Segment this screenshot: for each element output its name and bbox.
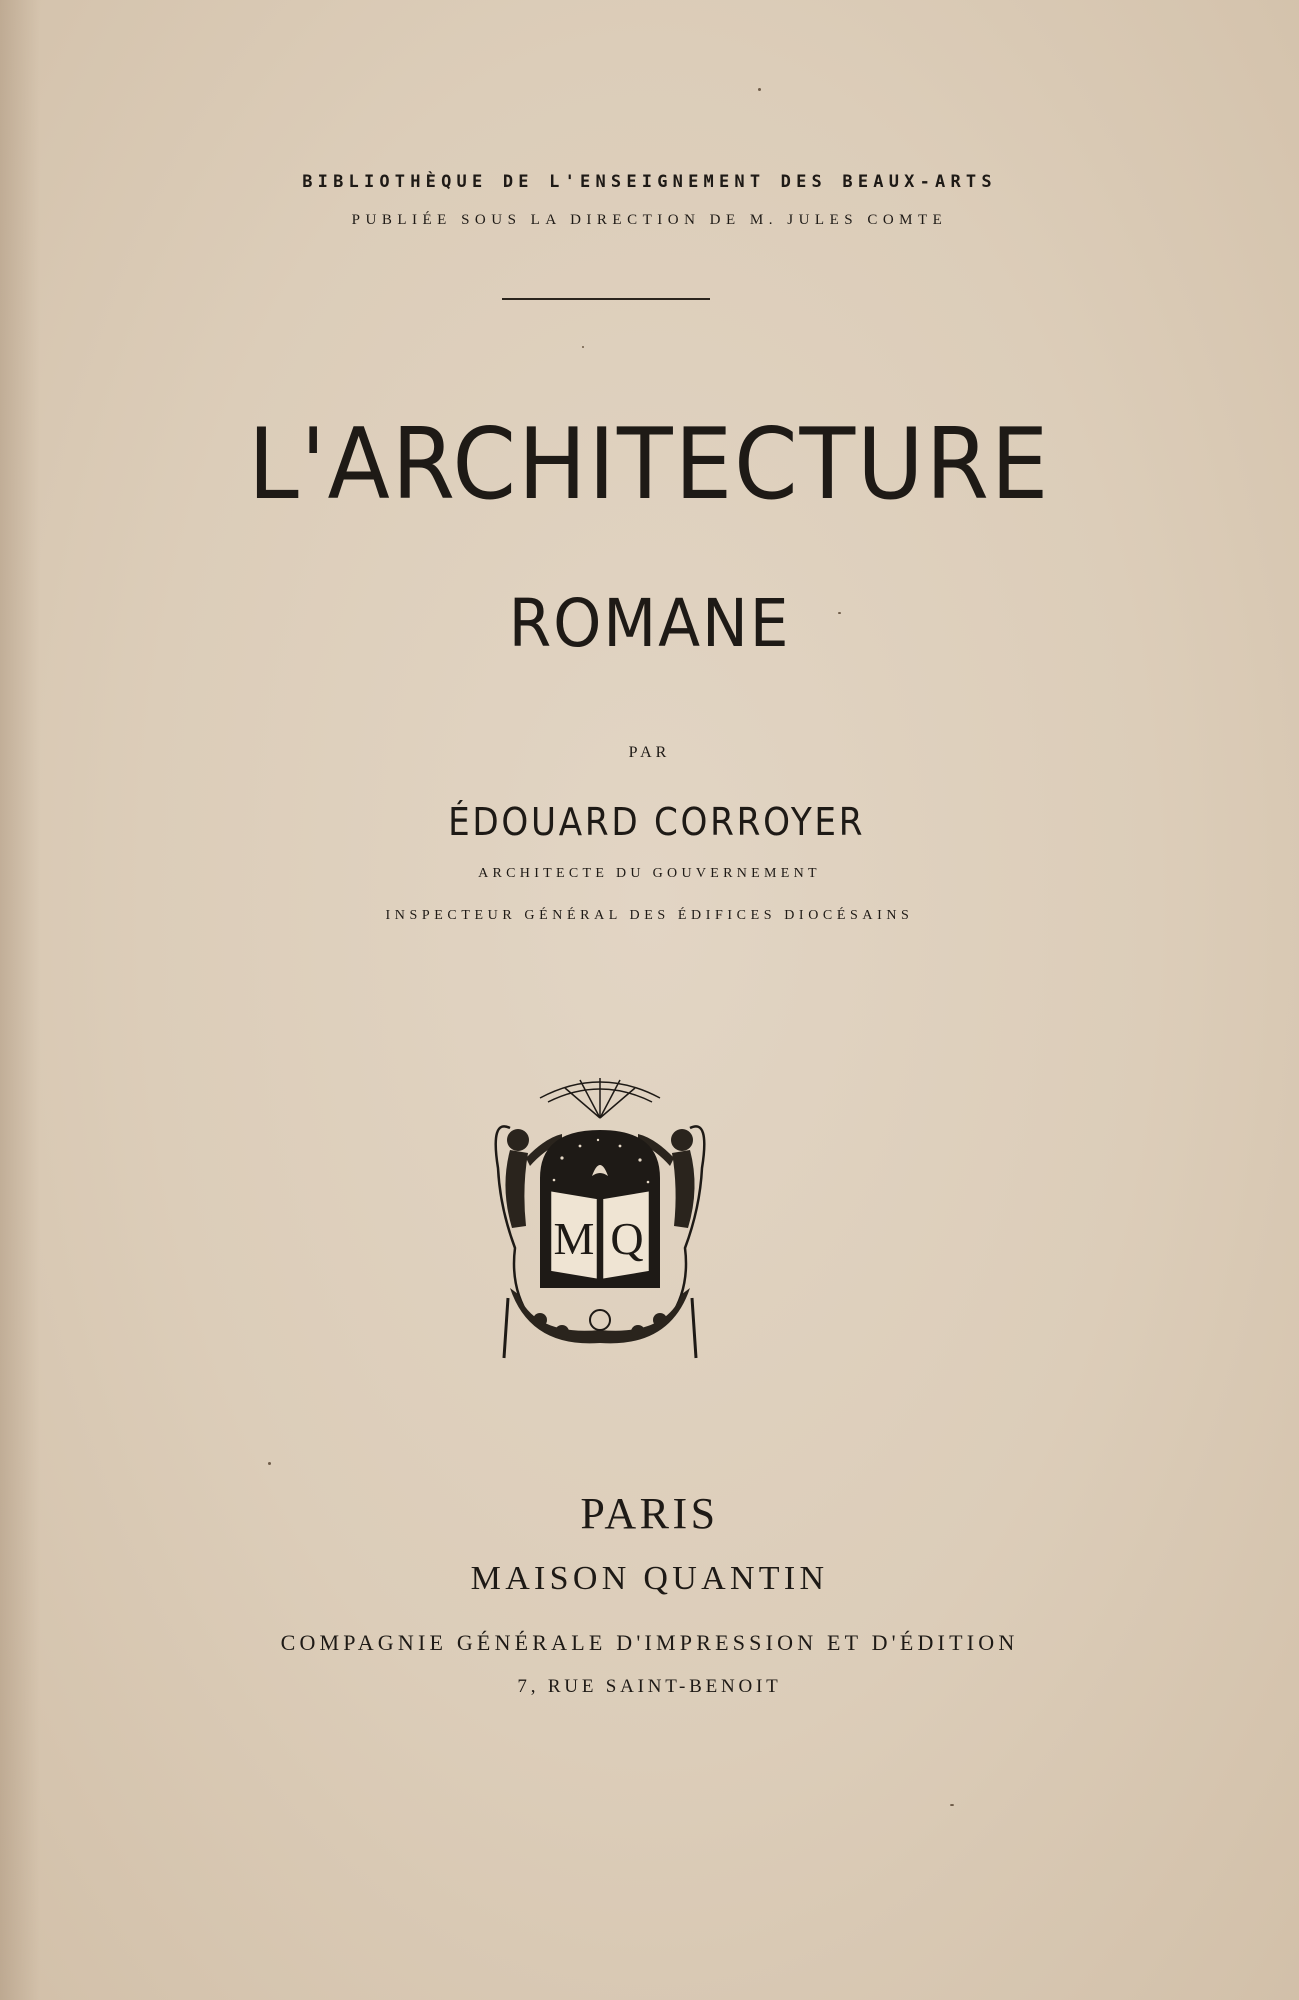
book-subtitle: ROMANE [508, 585, 791, 662]
rays-icon [540, 1078, 660, 1118]
divider-rule [502, 298, 710, 300]
series-editor: PUBLIÉE SOUS LA DIRECTION DE M. JULES COMTE [351, 212, 948, 228]
paper-speck [950, 1804, 954, 1806]
mark-letter-m: M [553, 1213, 595, 1264]
paper-speck [268, 1462, 271, 1465]
author-name: ÉDOUARD CORROYER [448, 800, 866, 844]
paper-speck [582, 346, 584, 348]
author-role-inspector: INSPECTEUR GÉNÉRAL DES ÉDIFICES DIOCÉSAINS [385, 908, 914, 923]
series-title: BIBLIOTHÈQUE DE L'ENSEIGNEMENT DES BEAUX-ARTS [302, 172, 997, 192]
publisher-emblem-icon [470, 1058, 730, 1368]
paper-speck [838, 612, 841, 614]
imprint-company: COMPAGNIE GÉNÉRALE D'IMPRESSION ET D'ÉDITION [280, 1630, 1019, 1655]
imprint-publisher: MAISON QUANTIN [470, 1560, 829, 1597]
imprint-place: PARIS [580, 1489, 719, 1538]
paper-speck [758, 88, 761, 91]
author-role-architect: ARCHITECTE DU GOUVERNEMENT [478, 866, 821, 881]
book-title: L'ARCHITECTURE [248, 408, 1051, 522]
garland-icon [504, 1288, 696, 1358]
by-label: PAR [628, 744, 671, 761]
imprint-address: 7, RUE SAINT-BENOIT [517, 1676, 782, 1697]
mark-letter-q: Q [610, 1213, 644, 1264]
